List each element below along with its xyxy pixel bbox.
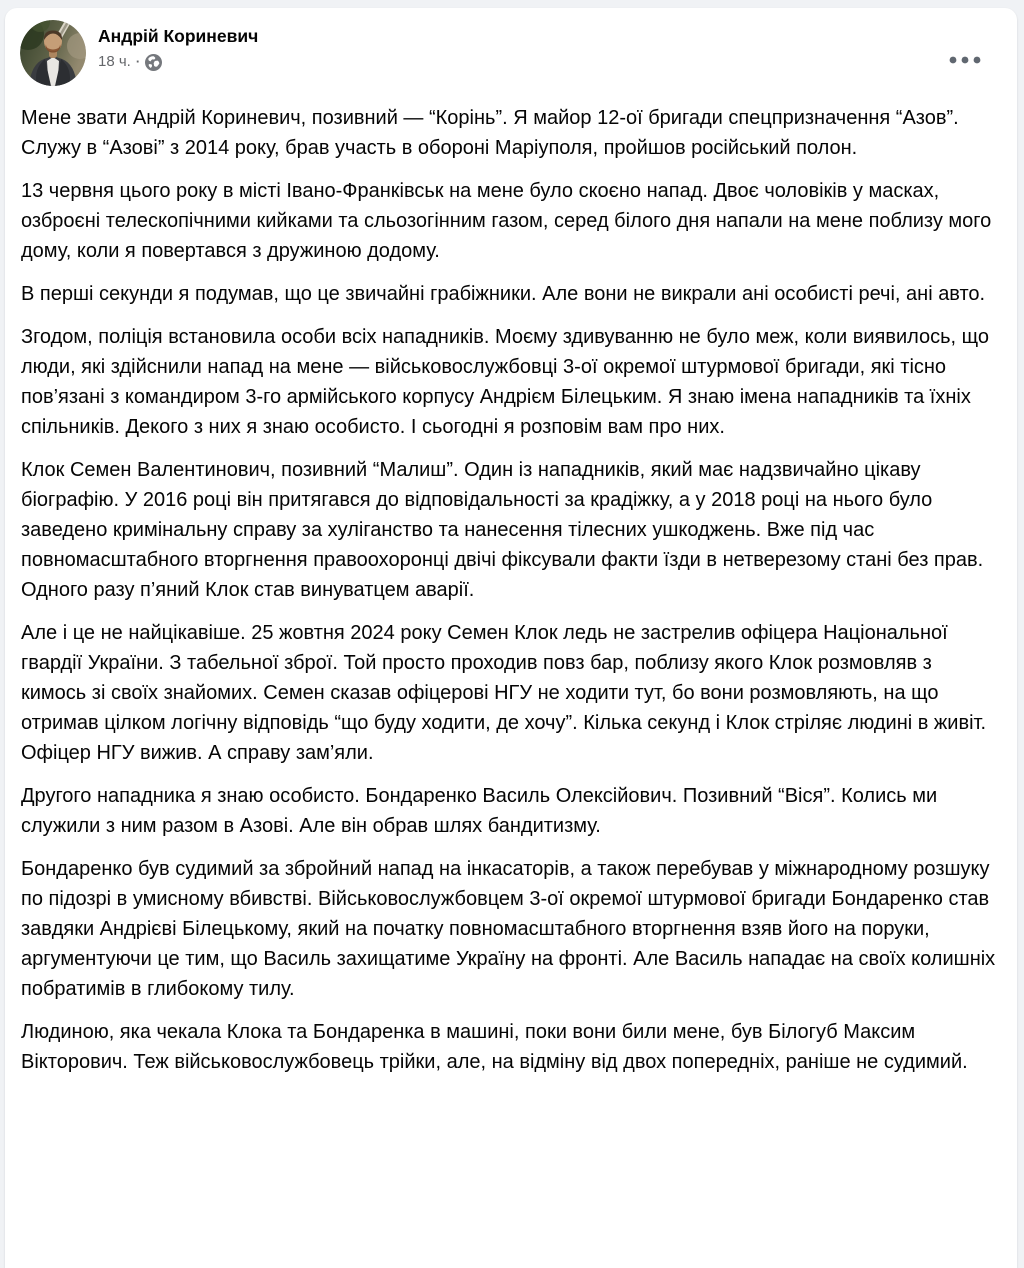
post-paragraph: Другого нападника я знаю особисто. Бондаренко Василь Олексійович. Позивний “Віся”. Колись ми служили з ним разом в Азові. Але він обрав шлях бандитизму. <box>21 785 938 837</box>
post-card <box>5 8 1017 1268</box>
post-text <box>5 86 1017 1077</box>
timestamp[interactable]: 18 ч. <box>98 53 131 70</box>
post-paragraph: Клок Семен Валентинович, позивний “Малиш”. Один із нападників, який має надзвичайно цікаву біографію. У 2016 році він притягався до відповідальності за крадіжку, а у 2018 році на нього було заведено кримінальну справу за хуліганство та нанесення тілесних ушкоджень. Вже під час повномасштабного вторгнення правоохоронці двічі фіксували факти їзди в нетверезому стані без прав. Одного разу п’яний Клок став винуватцем аварії. <box>21 459 984 601</box>
globe-icon <box>145 54 162 71</box>
post-menu-button[interactable] <box>945 44 985 76</box>
author-name[interactable]: Андрій Кориневич <box>98 26 259 46</box>
avatar-image <box>20 20 86 86</box>
post-header <box>5 8 1017 86</box>
post-paragraph: В перші секунди я подумав, що це звичайні грабіжники. Але вони не викрали ані особисті речі, ані авто. <box>21 283 986 305</box>
post-paragraph: Згодом, поліція встановила особи всіх нападників. Моєму здивуванню не було меж, коли виявилось, що люди, які здійснили напад на мене — військовослужбовці 3-ої окремої штурмової бригади, які тісно пов’язані з командиром 3-го армійського корпусу Андрієм Білецьким. Я знаю імена нападників та їхніх спільників. Декого з них я знаю особисто. І сьогодні я розповім вам про них. <box>21 326 990 438</box>
post-paragraph: Але і це не найцікавіше. 25 жовтня 2024 року Семен Клок ледь не застрелив офіцера Національної гвардії України. З табельної зброї. Той просто проходив повз бар, поблизу якого Клок розмовляв з кимось зі своїх знайомих. Семен сказав офіцерові НГУ не ходити тут, бо вони розмовляють, на що отримав цілком логічну відповідь “що буду ходити, де хочу”. Кілька секунд і Клок стріляє людині в живіт. Офіцер НГУ вижив. А справу зам’яли. <box>21 622 987 764</box>
post-meta <box>98 52 258 72</box>
ellipsis-icon <box>948 55 982 65</box>
post-paragraph: Бондаренко був судимий за збройний напад на інкасаторів, а також перебував у міжнародному розшуку по підозрі в умисному вбивстві. Військовослужбовцем 3-ої окремої штурмової бригади Бондаренко став завдяки Андрієві Білецькому, який на початку повномасштабного вторгнення взяв його на поруки, аргументуючи це тим, що Василь захищатиме Україну на фронті. Але Василь нападає на своїх колишніх побратимів в глибокому тилу. <box>21 858 996 1000</box>
post-paragraph: Мене звати Андрій Кориневич, позивний — “Корінь”. Я майор 12-ої бригади спецпризначення “Азов”. Служу в “Азові” з 2014 року, брав участь в обороні Маріуполя, пройшов російський полон. <box>21 107 959 159</box>
meta-separator: · <box>135 54 141 69</box>
post-paragraph: 13 червня цього року в місті Івано-Франківськ на мене було скоєно напад. Двоє чоловіків у масках, озброєні телескопічними кийками та сльозогінним газом, серед білого дня напали на мене поблизу мого дому, коли я повертався з дружиною додому. <box>21 180 992 262</box>
page-background <box>0 8 1024 1268</box>
avatar[interactable] <box>20 20 86 86</box>
header-meta <box>98 20 258 72</box>
post-paragraph: Людиною, яка чекала Клока та Бондаренка в машині, поки вони били мене, був Білогуб Максим Вікторович. Теж військовослужбовець трійки, але, на відміну від двох попередніх, раніше не судимий. <box>21 1021 968 1073</box>
